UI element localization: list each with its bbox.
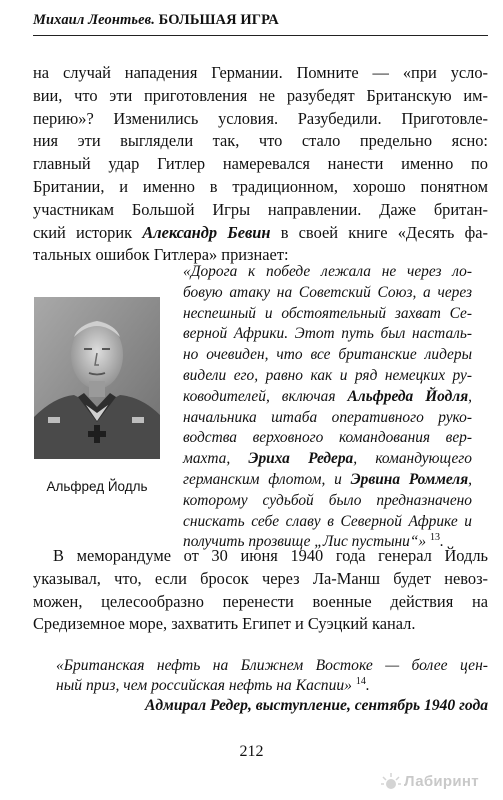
quote-line: неспешный и обстоятельный захват Се-: [183, 304, 472, 322]
paragraph-line: на случай нападения Германии. Помните — «при усло-: [33, 63, 488, 82]
epigraph: [56, 656, 488, 715]
watermark: [380, 768, 500, 796]
name-raeder: Эриха Редера: [248, 450, 354, 468]
header-author: Михаил Леонтьев.: [33, 12, 155, 28]
footnote-ref-13: 13: [430, 532, 440, 544]
quote-line: снискать себе славу в Северной Африке и: [183, 512, 472, 530]
paragraph-line: указывал, что, если бросок через Ла-Манш будет невоз-: [33, 568, 488, 588]
paragraph-line: ния эти выглядели так, что стало предельно ясно:: [33, 131, 488, 151]
quote-line: верной Африки. Этот путь был насталь-: [183, 325, 472, 343]
header-title: БОЛЬШАЯ ИГРА: [158, 12, 279, 28]
paragraph-line: Британии, и именно в традиционном, хорошо понятном: [33, 176, 488, 196]
name-jodl: Альфреда Йодля: [347, 387, 469, 405]
sun-logo-icon: [380, 771, 402, 793]
paragraph-line: ский историк Александр Бевин в своей книге «Десять фа-: [33, 222, 488, 242]
epigraph-line: ный приз, чем российская нефть на Каспии» $^{14}$.: [56, 675, 370, 694]
paragraph-line: тальных ошибок Гитлера» признает:: [33, 245, 289, 265]
paragraph-line: перию»? Изменились условия. Разубедили. Приготовле-: [33, 108, 488, 128]
block-quote: [183, 262, 472, 553]
watermark-text: Лабиринт: [404, 773, 479, 790]
quote-line: ководителей, включая Альфреда Йодля,: [183, 387, 472, 405]
paragraph-1: [33, 62, 488, 267]
name-rommel: Эрвина Роммеля: [350, 470, 469, 488]
footnote-ref-14: 14: [355, 675, 366, 687]
epigraph-attribution: Адмирал Редер, выступление, сентябрь 1940 года: [145, 696, 488, 714]
paragraph-line: вии, что эти приготовления не разубедят Британскую им-: [33, 85, 488, 105]
paragraph-line: участникам Большой Игры направлении. Даже британ-: [33, 199, 488, 219]
quote-line: видели его, равно как и ряд немецких ру-: [183, 366, 472, 384]
quote-line: германским флотом, и Эрвина Роммеля,: [183, 470, 472, 488]
paragraph-line: можен, целесообразно перенести военные действия на: [33, 591, 488, 611]
paragraph-line: главный удар Гитлер намеревался нанести именно по: [33, 154, 488, 174]
photo-caption: Альфред Йодль: [46, 479, 148, 494]
quote-line: водства верховного командования вер-: [183, 429, 472, 447]
quote-line: начальника штаба оперативного руко-: [183, 408, 472, 426]
quote-line: получить прозвище „Лис пустыни“» $^{13}$.: [183, 532, 444, 551]
epigraph-line: «Британская нефть на Ближнем Востоке — более цен-: [56, 657, 488, 674]
quote-line: махта, Эриха Редера, командующего: [183, 450, 472, 468]
portrait-photo: [34, 297, 160, 459]
paragraph-2: [33, 545, 488, 636]
paragraph-line: В меморандуме от 30 июня 1940 года генерал Йодль: [53, 546, 488, 565]
quote-line: но очевиден, что все британские лидеры: [183, 346, 472, 364]
page-number: 212: [239, 743, 264, 760]
name-bevin: Александр Бевин: [142, 222, 271, 242]
paragraph-line: Средиземное море, захватить Египет и Суэцкий канал.: [33, 614, 416, 634]
quote-line: бовую атаку на Советский Союз, а через: [183, 283, 472, 301]
quote-line: которому судьбой было предназначено: [183, 491, 472, 509]
portrait-image: [34, 297, 160, 459]
running-header: [33, 12, 488, 36]
quote-line: «Дорога к победе лежала не через ло-: [183, 263, 472, 280]
